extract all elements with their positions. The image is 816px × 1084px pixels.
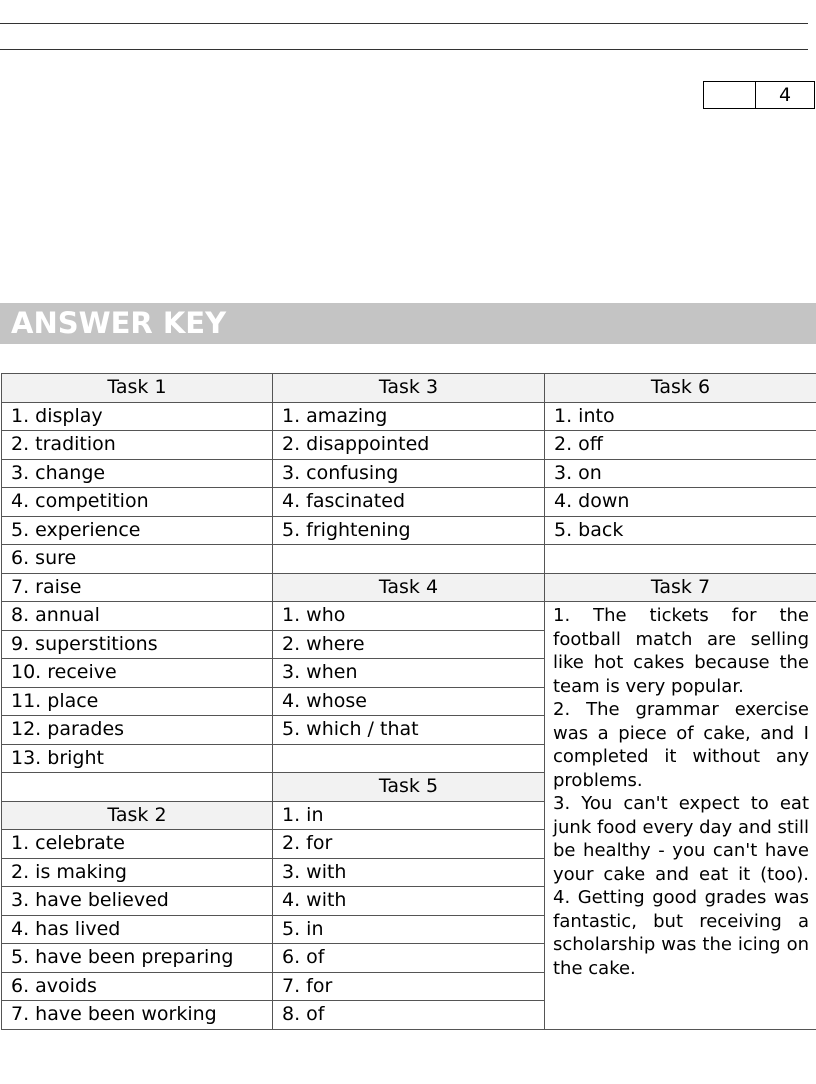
table-row: [2, 374, 816, 403]
table-row: [2, 488, 816, 517]
task5-answer: 6. of: [273, 944, 545, 973]
answer-key-banner: ANSWER KEY: [0, 303, 816, 344]
task2-answer: 6. avoids: [2, 972, 273, 1001]
task3-answer: 2. disappointed: [273, 431, 545, 460]
task2-answer: 4. has lived: [2, 915, 273, 944]
table-row: [2, 573, 816, 602]
task1-answer: 8. annual: [2, 602, 273, 631]
task7-paragraph: 2. The grammar exercise was a piece of cake, and I completed it without any problems.: [553, 699, 809, 791]
task6-header: Task 6: [545, 374, 816, 403]
task2-header: Task 2: [2, 801, 273, 830]
task1-answer: 1. display: [2, 402, 273, 431]
empty-cell: [273, 744, 545, 773]
table-row: [2, 516, 816, 545]
task4-answer: 1. who: [273, 602, 545, 631]
task7-header: Task 7: [545, 573, 816, 602]
task2-answer: 1. celebrate: [2, 830, 273, 859]
task3-header: Task 3: [273, 374, 545, 403]
table-row: [2, 459, 816, 488]
task3-answer: 5. frightening: [273, 516, 545, 545]
page-number-blank-cell: [704, 82, 756, 108]
task4-header: Task 4: [273, 573, 545, 602]
table-row: [2, 431, 816, 460]
page-number-box: [703, 81, 815, 109]
task5-answer: 8. of: [273, 1001, 545, 1030]
task5-answer: 4. with: [273, 887, 545, 916]
task6-answer: 3. on: [545, 459, 816, 488]
task2-answer: 2. is making: [2, 858, 273, 887]
page-number: 4: [778, 84, 792, 106]
task4-answer: 2. where: [273, 630, 545, 659]
task2-answer: 5. have been preparing: [2, 944, 273, 973]
task1-answer: 12. parades: [2, 716, 273, 745]
task1-answer: 4. competition: [2, 488, 273, 517]
task6-answer: 2. off: [545, 431, 816, 460]
empty-cell: [273, 545, 545, 574]
task1-answer: 7. raise: [2, 573, 273, 602]
task4-answer: 3. when: [273, 659, 545, 688]
task7-answers: [545, 602, 816, 1030]
task2-answer: 3. have believed: [2, 887, 273, 916]
task6-answer: 5. back: [545, 516, 816, 545]
task1-answer: 10. receive: [2, 659, 273, 688]
task2-answer: 7. have been working: [2, 1001, 273, 1030]
task5-answer: 1. in: [273, 801, 545, 830]
task1-answer: 5. experience: [2, 516, 273, 545]
task5-answer: 3. with: [273, 858, 545, 887]
table-row: [2, 602, 816, 631]
task1-answer: 13. bright: [2, 744, 273, 773]
header-rule-top: [0, 23, 808, 24]
task7-paragraph: 1. The tickets for the football match are selling like hot cakes because the team is very popular.: [553, 605, 809, 697]
task4-answer: 5. which / that: [273, 716, 545, 745]
answer-key-table: [1, 373, 816, 1030]
table-row: [2, 402, 816, 431]
task4-answer: 4. whose: [273, 687, 545, 716]
task1-answer: 3. change: [2, 459, 273, 488]
header-rule-bottom: [0, 49, 808, 50]
task1-header: Task 1: [2, 374, 273, 403]
task1-answer: 9. superstitions: [2, 630, 273, 659]
task1-answer: 2. tradition: [2, 431, 273, 460]
task7-paragraph: 3. You can't expect to eat junk food every day and still be healthy - you can't have your cake and eat it (too). 4. Getting good grades was fantastic, but receiving a scholarship was the icing on the cake.: [553, 793, 809, 979]
task1-answer: 11. place: [2, 687, 273, 716]
task5-answer: 2. for: [273, 830, 545, 859]
task3-answer: 4. fascinated: [273, 488, 545, 517]
task6-answer: 1. into: [545, 402, 816, 431]
empty-cell: [2, 773, 273, 802]
task5-header: Task 5: [273, 773, 545, 802]
task5-answer: 5. in: [273, 915, 545, 944]
task1-answer: 6. sure: [2, 545, 273, 574]
task3-answer: 3. confusing: [273, 459, 545, 488]
empty-cell: [545, 545, 816, 574]
task3-answer: 1. amazing: [273, 402, 545, 431]
task6-answer: 4. down: [545, 488, 816, 517]
table-row: [2, 545, 816, 574]
task5-answer: 7. for: [273, 972, 545, 1001]
